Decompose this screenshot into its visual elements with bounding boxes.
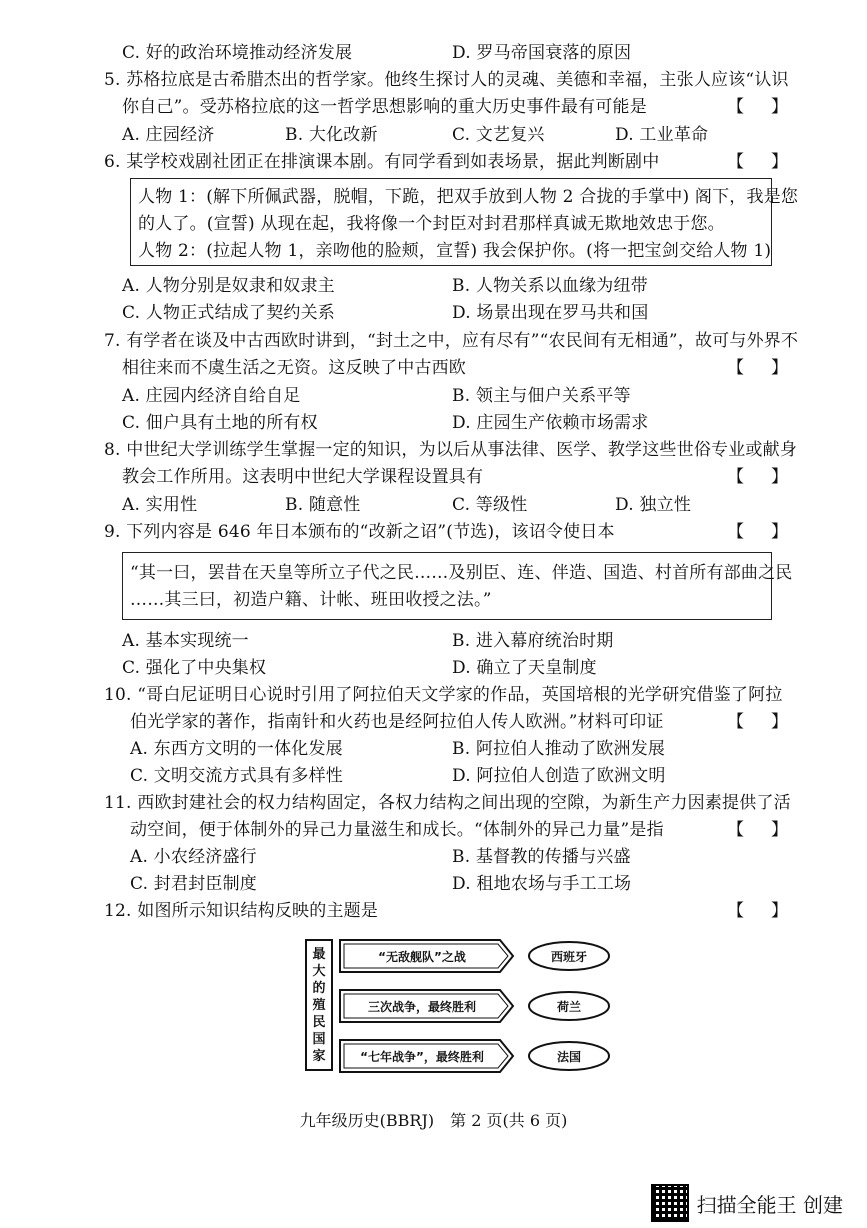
q5-stem-line1: 5. 苏格拉底是古希腊杰出的哲学家。他终生探讨人的灵魂、美德和幸福，主张人应该“认识 [104, 70, 789, 90]
answer-bracket: 【 】 [727, 97, 789, 117]
q7-stem-line2: 相往来而不虞生活之无资。这反映了中古西欧 [122, 358, 466, 378]
q10-option-d: D. 阿拉伯人创造了欧洲文明 [452, 766, 666, 786]
q11-option-d: D. 租地农场与手工工场 [452, 874, 632, 894]
q11-stem-line2: 动空间，便于体制外的异己力量滋生和成长。“体制外的异己力量”是指 [130, 820, 664, 840]
q8-option-b: B. 随意性 [285, 495, 361, 515]
side-label: 最大的殖民国家 [312, 947, 326, 1064]
q11-option-b: B. 基督教的传播与兴盛 [452, 847, 631, 867]
q5-option-c: C. 文艺复兴 [452, 125, 545, 145]
q10-option-a: A. 东西方文明的一体化发展 [130, 739, 343, 759]
q6-stem: 6. 某学校戏剧社团正在排演课本剧。有同学看到如表场景，据此判断剧中 [104, 152, 660, 172]
q11-option-a: A. 小农经济盛行 [130, 847, 257, 867]
q8-option-c: C. 等级性 [452, 495, 528, 515]
q9-option-c: C. 强化了中央集权 [122, 658, 267, 678]
q9-stem: 9. 下列内容是 646 年日本颁布的“改新之诏”(节选)，该诏令使日本 [104, 522, 615, 542]
answer-bracket: 【 】 [727, 712, 789, 732]
q9-option-a: A. 基本实现统一 [122, 631, 249, 651]
arrow-label-2: 三次战争，最终胜利 [367, 1000, 476, 1014]
q7-option-a: A. 庄园内经济自给自足 [122, 386, 301, 406]
q6-option-c: C. 人物正式结成了契约关系 [122, 303, 336, 323]
q9-option-b: B. 进入幕府统治时期 [452, 631, 614, 651]
answer-bracket: 【 】 [727, 358, 789, 378]
camscanner-watermark [651, 1184, 843, 1222]
q10-stem-line2: 伯光学家的著作，指南针和火药也是经阿拉伯人传人欧洲。”材料可印证 [130, 712, 664, 732]
result-label-2: 荷兰 [556, 1000, 581, 1014]
answer-bracket: 【 】 [727, 901, 789, 921]
q6-option-b: B. 人物关系以血缘为纽带 [452, 276, 648, 296]
q12-stem: 12. 如图所示知识结构反映的主题是 [104, 901, 379, 921]
q10-option-b: B. 阿拉伯人推动了欧洲发展 [452, 739, 666, 759]
result-label-3: 法国 [556, 1050, 581, 1064]
q6-material-line1: 人物 1：(解下所佩武器，脱帽，下跪，把双手放到人物 2 合拢的手掌中) 阁下，我是您 [138, 187, 799, 207]
q10-stem-line1: 10. “哥白尼证明日心说时引用了阿拉伯天文学家的作品，英国培根的光学研究借鉴了阿拉 [104, 685, 783, 705]
q9-material-line1: “其一曰，罢昔在天皇等所立子代之民……及别臣、连、伴造、国造、村首所有部曲之民 [130, 563, 793, 583]
page-footer: 九年级历史(BBRJ) 第 2 页(共 6 页) [299, 1111, 568, 1130]
q4-option-d: D. 罗马帝国衰落的原因 [452, 43, 632, 63]
answer-bracket: 【 】 [727, 820, 789, 840]
q8-option-a: A. 实用性 [122, 495, 198, 515]
qr-code-icon [651, 1184, 689, 1222]
arrow-label-3: “七年战争”，最终胜利 [360, 1050, 484, 1064]
q10-option-c: C. 文明交流方式具有多样性 [130, 766, 344, 786]
q6-option-a: A. 人物分别是奴隶和奴隶主 [122, 276, 335, 296]
q8-stem-line2: 教会工作所用。这表明中世纪大学课程设置具有 [122, 467, 484, 487]
knowledge-structure-diagram [305, 936, 635, 1076]
q9-option-d: D. 确立了天皇制度 [452, 658, 597, 678]
answer-bracket: 【 】 [727, 467, 789, 487]
q5-option-a: A. 庄园经济 [122, 125, 215, 145]
q8-option-d: D. 独立性 [615, 495, 692, 515]
q5-option-d: D. 工业革命 [615, 125, 709, 145]
answer-bracket: 【 】 [727, 522, 789, 542]
result-label-1: 西班牙 [550, 950, 587, 964]
q9-material-line2: ……其三曰，初造户籍、计帐、班田收授之法。” [130, 590, 492, 610]
q11-stem-line1: 11. 西欧封建社会的权力结构固定，各权力结构之间出现的空隙，为新生产力因素提供了活 [104, 793, 791, 813]
q7-stem-line1: 7. 有学者在谈及中古西欧时讲到，“封土之中，应有尽有”“农民间有无相通”，故可与外界不 [104, 331, 799, 351]
answer-bracket: 【 】 [727, 152, 789, 172]
q7-option-d: D. 庄园生产依赖市场需求 [452, 413, 649, 433]
q6-material-line2: 的人了。(宣誓) 从现在起，我将像一个封臣对封君那样真诚无欺地效忠于您。 [138, 214, 725, 234]
arrow-label-1: “无敌舰队”之战 [378, 950, 466, 964]
q8-stem-line1: 8. 中世纪大学训练学生掌握一定的知识，为以后从事法律、医学、教学这些世俗专业或献身 [104, 440, 798, 460]
q5-option-b: B. 大化改新 [285, 125, 378, 145]
q5-stem-line2: 你自己”。受苏格拉底的这一哲学思想影响的重大历史事件最有可能是 [122, 97, 647, 117]
q6-material-line3: 人物 2：(拉起人物 1，亲吻他的脸颊，宣誓) 我会保护你。(将一把宝剑交给人物 1) [138, 241, 772, 261]
q11-option-c: C. 封君封臣制度 [130, 874, 258, 894]
watermark-text: 扫描全能王 创建 [696, 1192, 843, 1217]
q6-option-d: D. 场景出现在罗马共和国 [452, 303, 649, 323]
q4-option-c: C. 好的政治环境推动经济发展 [122, 43, 353, 63]
q7-option-c: C. 佃户具有土地的所有权 [122, 413, 318, 433]
q7-option-b: B. 领主与佃户关系平等 [452, 386, 631, 406]
